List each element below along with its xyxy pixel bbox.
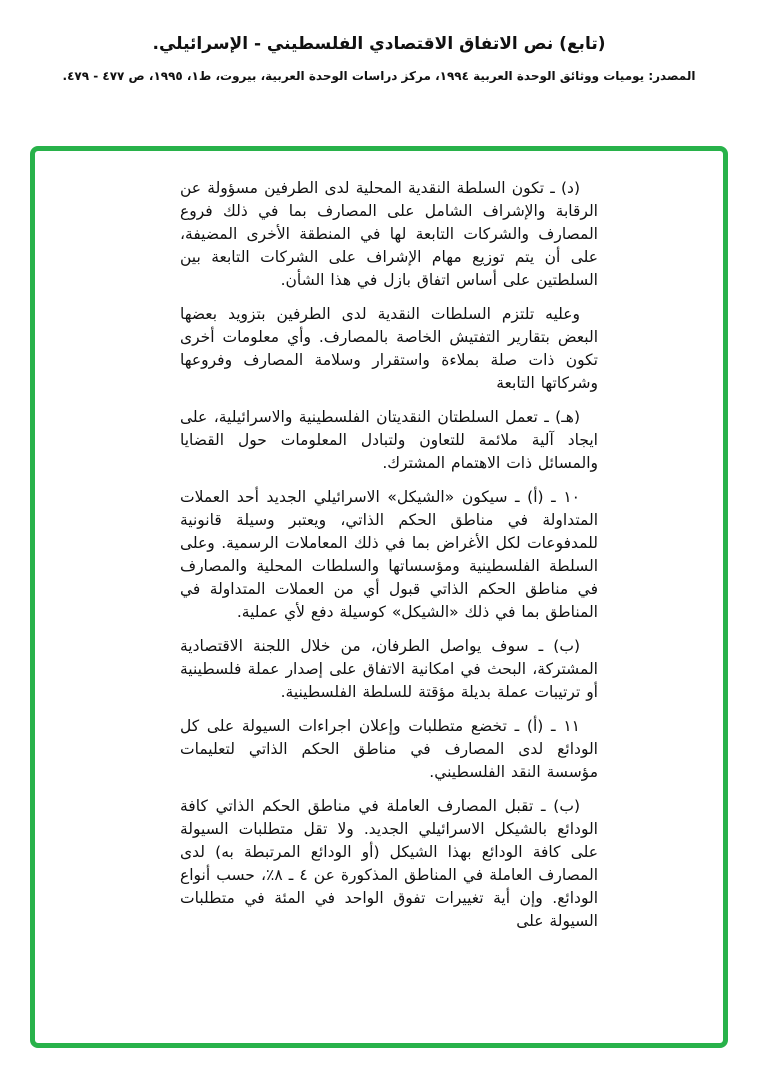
paragraph-10-b: (ب) ـ سوف يواصل الطرفان، من خلال اللجنة الاقتصادية المشتركة، البحث في امكانية الاتفاق على إصدار عملة فلسطينية أو ترتيبات عملة بديلة مؤقتة للسلطة الفلسطينية. xyxy=(180,637,598,701)
document-source-line: المصدر: يوميات ووثائق الوحدة العربية ١٩٩٤، مركز دراسات الوحدة العربية، بيروت، ط١، ١٩٩٥، ص ٤٧٧ - ٤٧٩. xyxy=(62,69,696,83)
content-frame xyxy=(30,146,728,1048)
paragraph-11-a: ١١ ـ (أ) ـ تخضع متطلبات وإعلان اجراءات السيولة على كل الودائع لدى المصارف في مناطق الحكم الذاتي لتعليمات مؤسسة النقد الفلسطيني. xyxy=(180,717,598,781)
document-header xyxy=(0,34,758,83)
paragraph-d: (د) ـ تكون السلطة النقدية المحلية لدى الطرفين مسؤولة عن الرقابة والإشراف الشامل على المصارف بما في ذلك فروع المصارف والشركات التابعة لها في المنطقة الأخرى المضيفة، على أن يتم توزيع مهام الإشراف على الشركات التابعة بين السلطتين على أساس اتفاق بازل في هذا الشأن. xyxy=(180,179,598,289)
document-title: (تابع) نص الاتفاق الاقتصادي الفلسطيني - الإسرائيلي. xyxy=(152,34,606,54)
paragraph-obligation: وعليه تلتزم السلطات النقدية لدى الطرفين بتزويد بعضها البعض بتقارير التفتيش الخاصة بالمصارف. وأي معلومات أخرى تكون ذات صلة بملاءة واستقرار وسلامة المصارف وفروعها وشركاتها التابعة xyxy=(180,305,598,392)
paragraph-h: (هـ) ـ تعمل السلطتان النقديتان الفلسطينية والاسرائيلية، على ايجاد آلية ملائمة للتعاون ولتبادل المعلومات حول القضايا والمسائل ذات الاهتمام المشترك. xyxy=(180,408,598,472)
paragraph-10-a: ١٠ ـ (أ) ـ سيكون «الشيكل» الاسرائيلي الجديد أحد العملات المتداولة في مناطق الحكم الذاتي، ويعتبر وسيلة قانونية للمدفوعات لكل الأغراض بما في ذلك المعاملات الرسمية. وعلى السلطة الفلسطينية ومؤسساتها والسلطات المحلية والمصارف في مناطق الحكم الذاتي قبول أي من العملات المتداولة في المناطق بما في ذلك «الشيكل» كوسيلة دفع لأي عملية. xyxy=(180,488,598,621)
text-column xyxy=(35,151,723,933)
paragraph-11-b: (ب) ـ تقبل المصارف العاملة في مناطق الحكم الذاتي كافة الودائع بالشيكل الاسرائيلي الجديد. ولا تقل متطلبات السيولة على كافة الودائع بهذا الشيكل (أو الودائع المرتبطة به) لدى المصارف العاملة في المناطق المذكورة عن ٤ ـ ٨٪، حسب أنواع الودائع. وإن أية تغييرات تفوق الواحد في المئة في متطلبات السيولة على xyxy=(180,797,599,930)
